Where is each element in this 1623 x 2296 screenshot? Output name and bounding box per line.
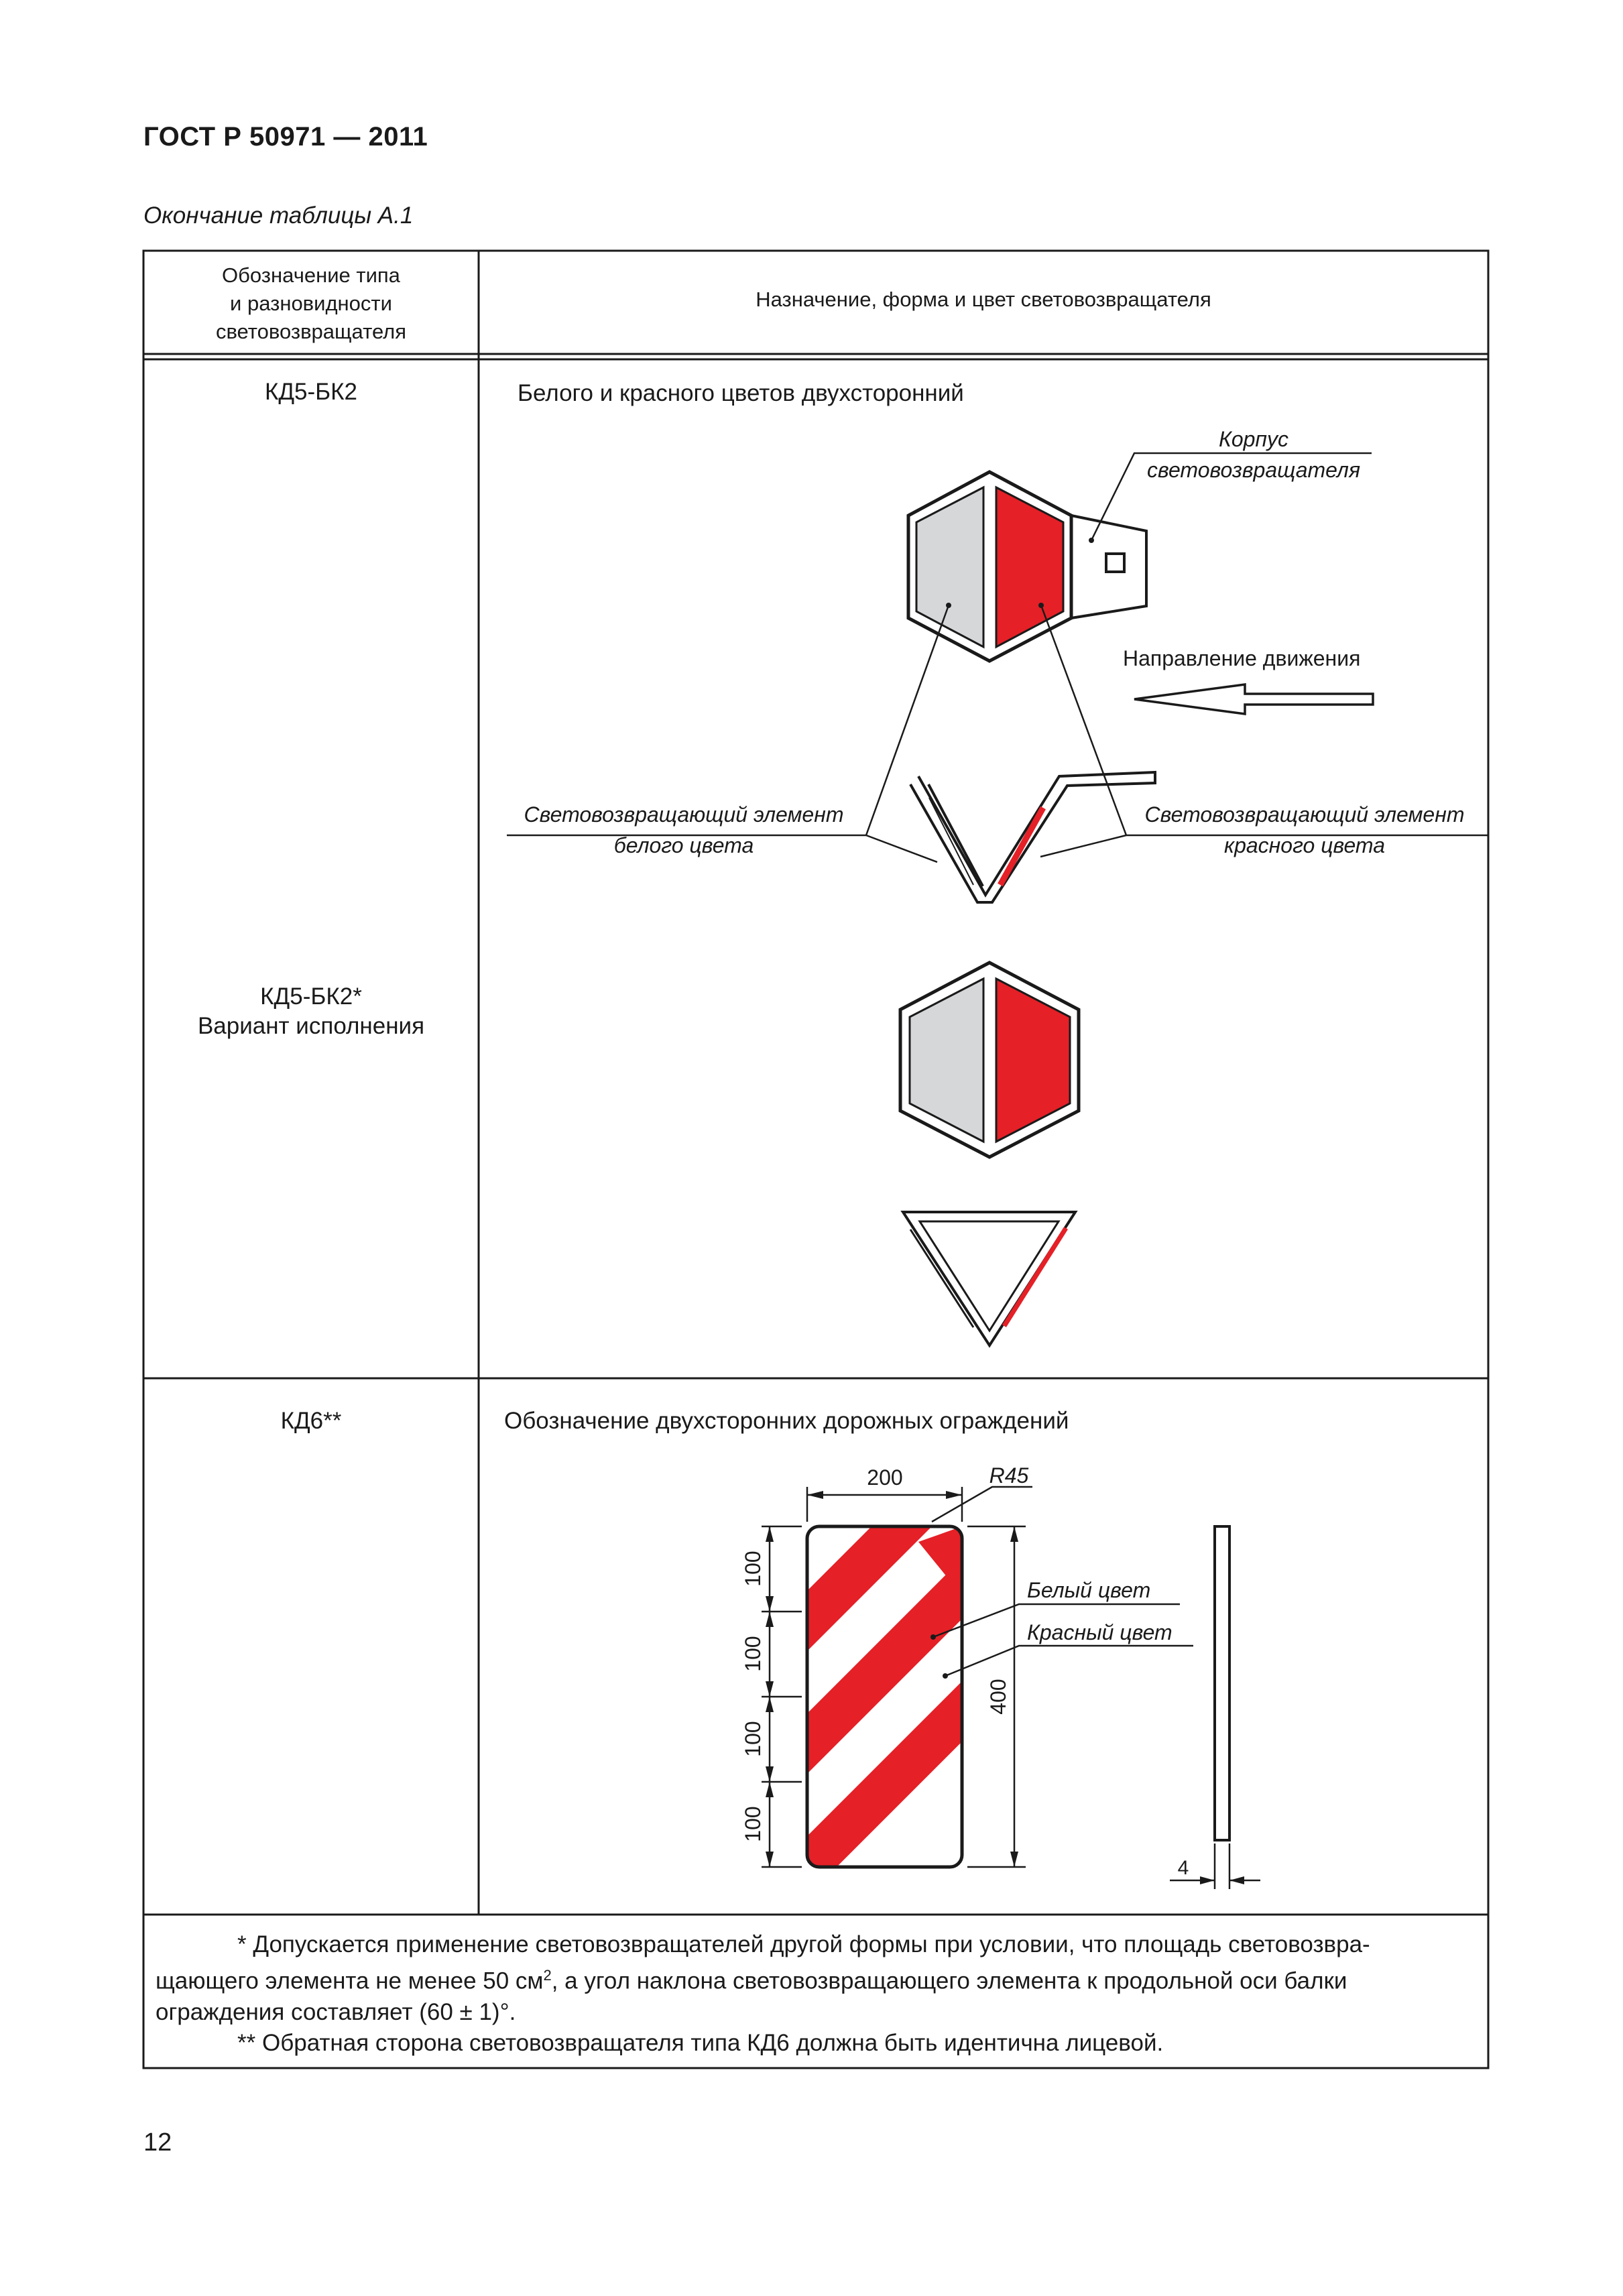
label-housing-line2: световозвращателя	[1146, 458, 1361, 482]
col1-header-line1: Обозначение типа	[222, 263, 400, 287]
col1-header-line3: световозвращателя	[215, 320, 407, 343]
dim-width: 200	[867, 1465, 903, 1490]
footnote-1-line2-a: щающего элемента не менее 50 см	[156, 1968, 544, 1994]
footnote-1-line2	[156, 1960, 1480, 1997]
col2-header: Назначение, форма и цвет световозвращателя	[756, 288, 1211, 311]
dim-band-1: 100	[741, 1551, 765, 1587]
kd6-side-view	[1215, 1526, 1229, 1840]
footnote-1-superscript: 2	[543, 1967, 552, 1984]
label-red-color: Красный цвет	[1027, 1620, 1173, 1644]
col1-header-line2: и разновидности	[230, 292, 392, 315]
table-caption: Окончание таблицы А.1	[143, 202, 414, 229]
description-kd6: Обозначение двухсторонних дорожных ограждений	[504, 1408, 1069, 1434]
label-white-element-line2: белого цвета	[613, 833, 754, 857]
type-variant-label: Вариант исполнения	[197, 1013, 425, 1039]
direction-arrow	[1134, 684, 1373, 714]
footnote-1-line2-b: , а угол наклона световозвращающего элемента к продольной оси балки	[551, 1968, 1347, 1994]
type-kd5-bk2: КД5-БК2	[264, 379, 358, 405]
standard-number: ГОСТ Р 50971 — 2011	[143, 122, 428, 152]
dim-band-2: 100	[741, 1636, 765, 1672]
dim-radius: R45	[989, 1463, 1029, 1488]
mounting-hole	[1106, 554, 1124, 572]
dim-band-4: 100	[741, 1806, 765, 1842]
footnote-2: ** Обратная сторона световозвращателя типа КД6 должна быть идентична лицевой.	[237, 2029, 1164, 2056]
footnote-1-line1: * Допускается применение световозвращателей другой формы при условии, что площадь световозвра-	[237, 1931, 1370, 1957]
footnote-1-line3: ограждения составляет (60 ± 1)°.	[156, 1998, 516, 2025]
label-red-element-line2: красного цвета	[1223, 833, 1386, 857]
dim-height: 400	[986, 1679, 1010, 1715]
dim-band-3: 100	[741, 1721, 765, 1757]
kd6-panel	[776, 1526, 1055, 1867]
label-white-element-line1: Световозвращающий элемент	[524, 802, 844, 827]
kd5-variant-profile	[903, 1212, 1075, 1345]
label-white-color: Белый цвет	[1027, 1578, 1151, 1602]
page-number: 12	[143, 2128, 172, 2157]
label-direction: Направление движения	[1123, 646, 1361, 670]
type-variant-code: КД5-БК2*	[260, 983, 362, 1010]
type-kd6: КД6**	[280, 1408, 342, 1434]
kd5-variant-front	[900, 963, 1079, 1157]
label-red-element-line1: Световозвращающий элемент	[1144, 802, 1465, 827]
footnotes	[156, 1929, 1480, 2059]
label-housing-line1: Корпус	[1218, 427, 1289, 451]
dim-thickness: 4	[1177, 1857, 1189, 1879]
description-kd5-bk2: Белого и красного цветов двухсторонний	[518, 380, 964, 406]
